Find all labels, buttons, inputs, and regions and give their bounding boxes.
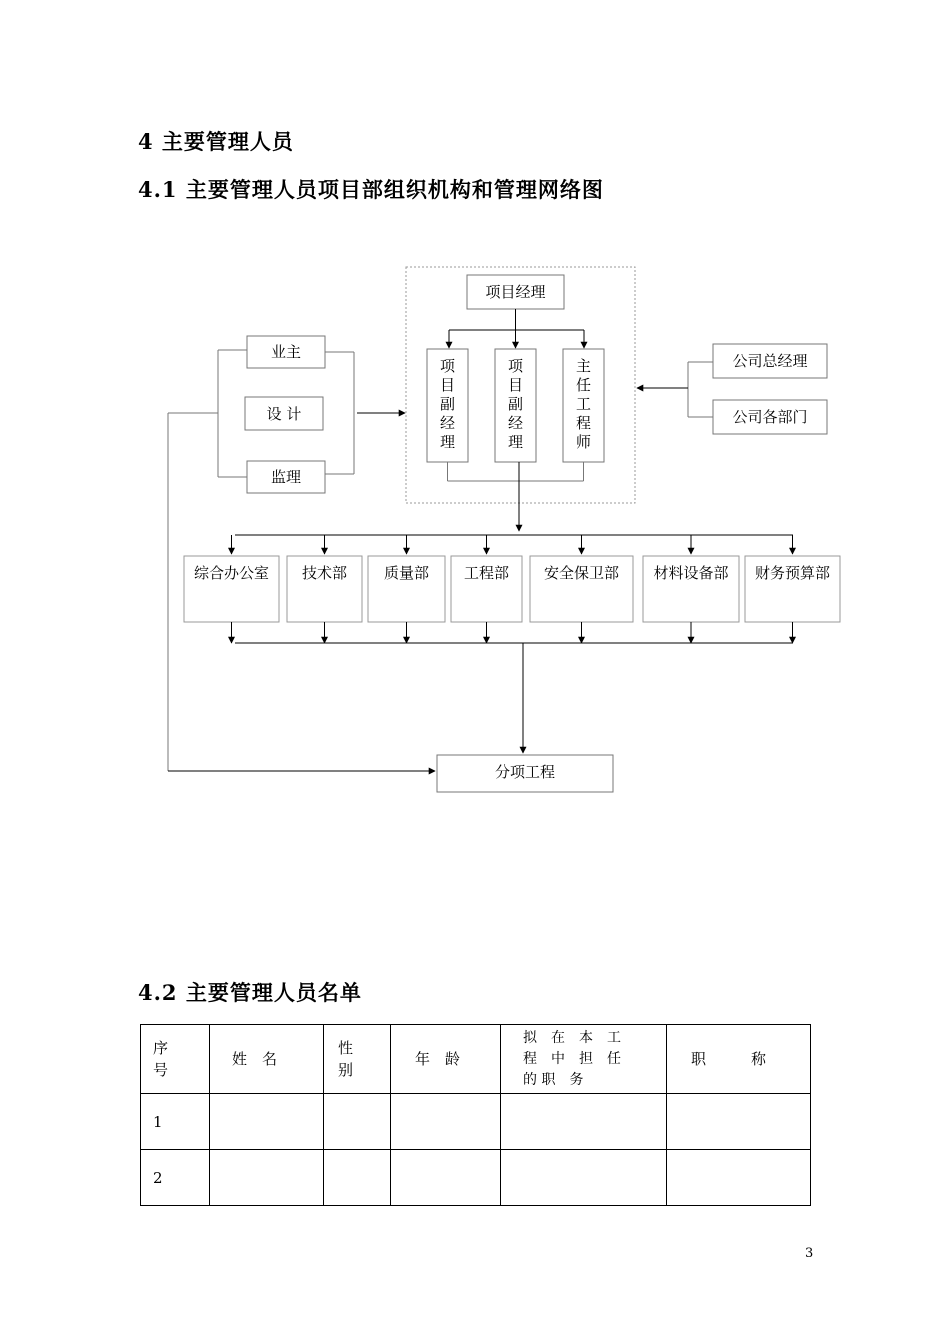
supervision-label: 监理 — [270, 468, 302, 486]
cell — [324, 1150, 391, 1206]
project-manager-label: 项目经理 — [485, 283, 546, 301]
department-label: 技术部 — [301, 564, 348, 582]
page-number: 3 — [805, 1246, 814, 1261]
header-age: 年 龄 — [391, 1025, 501, 1094]
department-label: 质量部 — [383, 564, 430, 582]
deputy-manager-a-label: 项目副经理 — [439, 357, 456, 451]
department-label: 材料设备部 — [653, 564, 729, 582]
staff-table-heading: 4.2 主要管理人员名单 — [138, 980, 362, 1005]
header-index: 序 号 — [141, 1025, 210, 1094]
header-gender: 性 别 — [324, 1025, 391, 1094]
department-label: 综合办公室 — [193, 564, 270, 582]
company-gm-label: 公司总经理 — [732, 352, 808, 370]
cell — [391, 1094, 501, 1150]
sub-project-label: 分项工程 — [494, 763, 556, 781]
table-row — [141, 1150, 811, 1206]
chief-engineer-label: 主任工程师 — [575, 357, 592, 451]
cell: 2 — [141, 1150, 210, 1206]
owner-label: 业主 — [270, 343, 302, 361]
section-heading: 4 主要管理人员 — [138, 129, 294, 154]
deputy-manager-b-label: 项目副经理 — [507, 357, 524, 451]
company-depts-label: 公司各部门 — [732, 408, 808, 426]
department-label: 工程部 — [463, 564, 510, 582]
design-label: 设 计 — [266, 405, 302, 423]
header-name: 姓 名 — [210, 1025, 324, 1094]
staff-table — [140, 1024, 811, 1206]
cell — [210, 1094, 324, 1150]
org-chart-heading: 4.1 主要管理人员项目部组织机构和管理网络图 — [138, 177, 604, 202]
department-label: 安全保卫部 — [543, 564, 620, 582]
cell — [210, 1150, 324, 1206]
cell — [501, 1150, 667, 1206]
cell: 1 — [141, 1094, 210, 1150]
cell — [324, 1094, 391, 1150]
cell — [391, 1150, 501, 1206]
table-header-row — [141, 1025, 811, 1094]
cell — [501, 1094, 667, 1150]
department-label: 财务预算部 — [754, 564, 831, 582]
header-position: 拟 在 本 工 程 中 担 任 的 职 务 — [501, 1025, 667, 1094]
table-row — [141, 1094, 811, 1150]
cell — [667, 1150, 811, 1206]
header-title: 职 称 — [667, 1025, 811, 1094]
cell — [667, 1094, 811, 1150]
